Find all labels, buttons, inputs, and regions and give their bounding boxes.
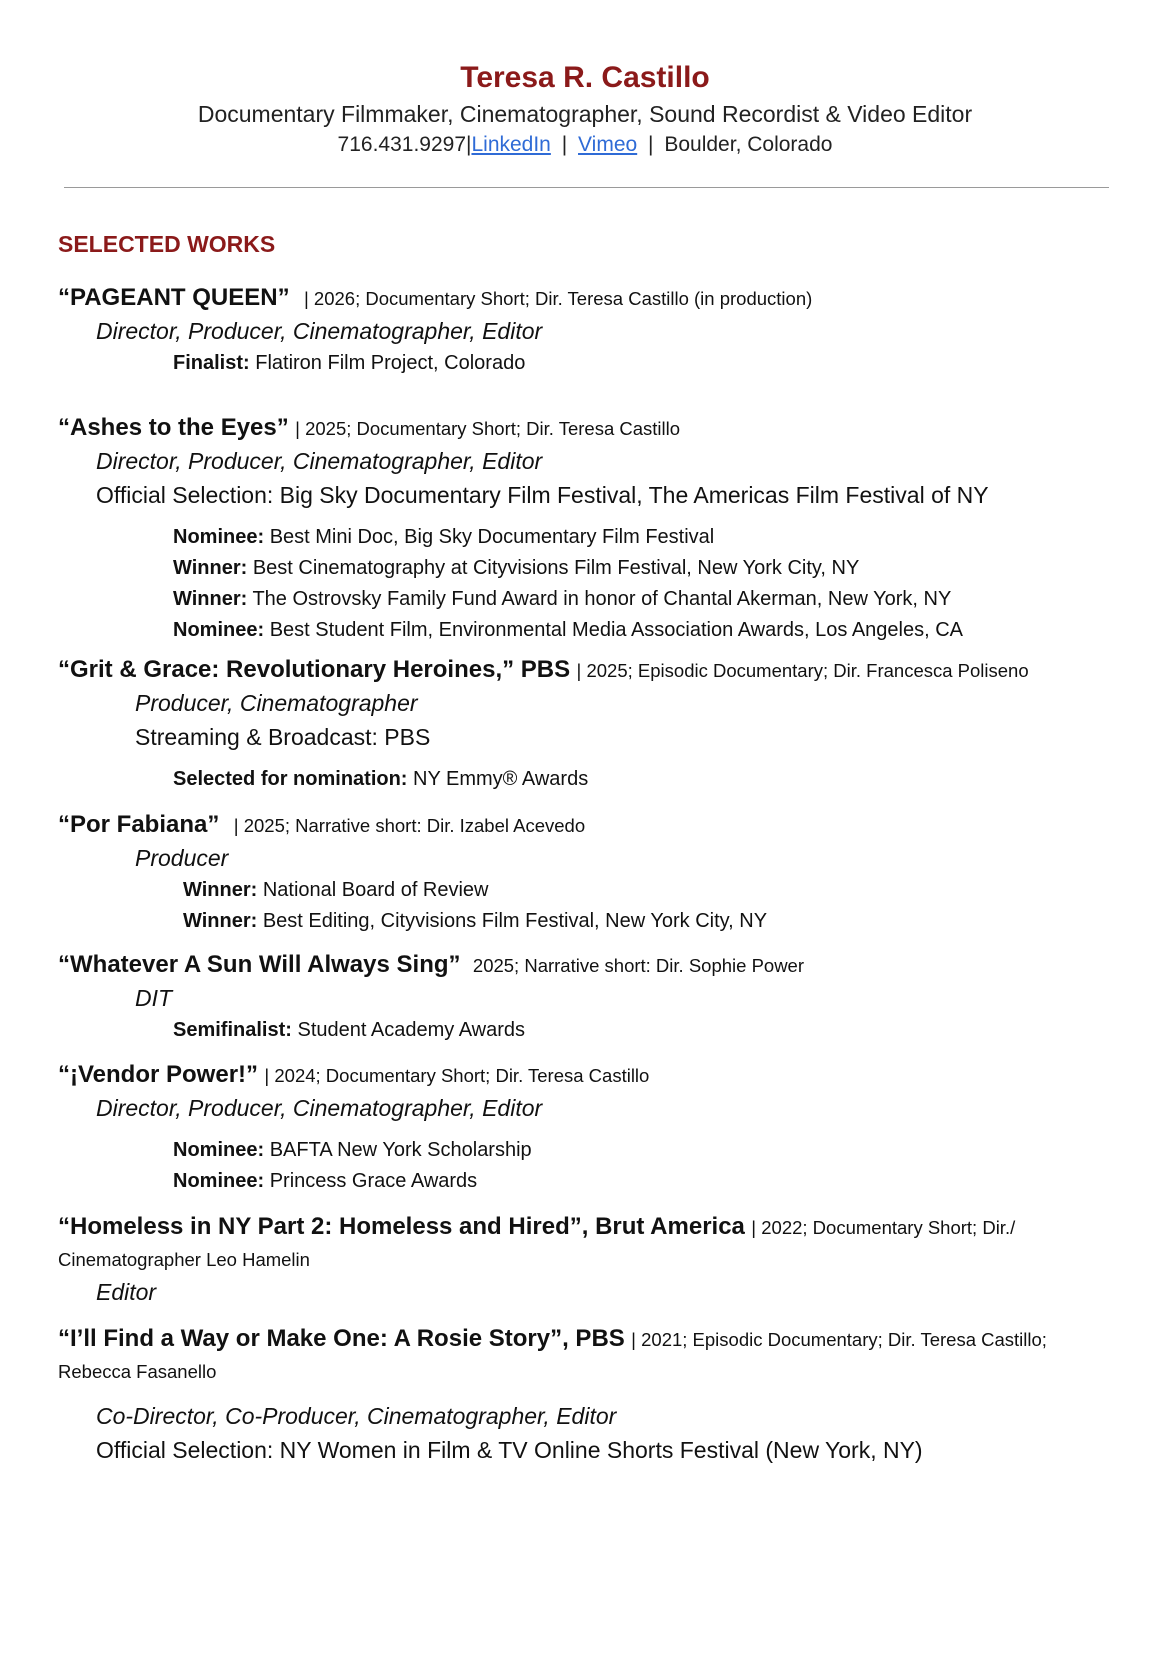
work-role: Editor bbox=[96, 1279, 157, 1305]
award-text: National Board of Review bbox=[262, 879, 489, 901]
work-meta: 2025; Narrative short: Dir. Sophie Power bbox=[472, 955, 805, 976]
award-text: Student Academy Awards bbox=[297, 1019, 526, 1041]
work-title: “Ashes to the Eyes” bbox=[58, 414, 289, 441]
professional-title: Documentary Filmmaker, Cinematographer, Sound Recordist & Video Editor bbox=[197, 101, 973, 127]
award-label: Nominee: bbox=[173, 1170, 265, 1192]
work-entry bbox=[58, 1211, 1118, 1323]
work-title: “¡Vendor Power!” bbox=[58, 1061, 259, 1088]
award-line bbox=[58, 584, 1118, 615]
award-label: Nominee: bbox=[173, 526, 265, 548]
linkedin-link[interactable]: LinkedIn bbox=[471, 133, 551, 156]
award-label: Winner: bbox=[183, 910, 258, 932]
award-line bbox=[58, 348, 1118, 379]
work-role: Director, Producer, Cinematographer, Editor bbox=[96, 448, 543, 474]
award-line bbox=[58, 764, 1118, 795]
award-text: Best Mini Doc, Big Sky Documentary Film Festival bbox=[269, 526, 715, 548]
award-line bbox=[58, 875, 1118, 906]
section-heading: SELECTED WORKS bbox=[58, 231, 276, 257]
work-meta: | 2025; Documentary Short; Dir. Teresa Castillo bbox=[295, 418, 681, 439]
work-meta: | 2025; Episodic Documentary; Dir. Francesca Poliseno bbox=[576, 660, 1029, 681]
work-entry bbox=[58, 809, 1118, 949]
award-text: The Ostrovsky Family Fund Award in honor of Chantal Akerman, New York, NY bbox=[252, 588, 952, 610]
award-line bbox=[58, 1135, 1118, 1166]
work-role: Director, Producer, Cinematographer, Editor bbox=[96, 1095, 543, 1121]
person-name: Teresa R. Castillo bbox=[460, 61, 710, 94]
location: Boulder, Colorado bbox=[664, 133, 833, 156]
contact-separator: | bbox=[648, 133, 654, 156]
work-title-line bbox=[58, 1059, 1118, 1091]
work-selection: Streaming & Broadcast: PBS bbox=[135, 724, 431, 750]
work-title-line bbox=[58, 1323, 1118, 1387]
work-title: “I’ll Find a Way or Make One: A Rosie Story”, PBS bbox=[58, 1325, 625, 1352]
contact-separator: | bbox=[561, 133, 568, 156]
work-selection: Official Selection: NY Women in Film & TV Online Shorts Festival (New York, NY) bbox=[96, 1437, 923, 1463]
work-meta: | 2022; Documentary Short; Dir./ Cinematographer Leo Hamelin bbox=[58, 1217, 1016, 1270]
work-title-line bbox=[58, 654, 1118, 686]
work-entry bbox=[58, 1059, 1118, 1211]
work-meta: | 2021; Episodic Documentary; Dir. Teresa Castillo; Rebecca Fasanello bbox=[58, 1329, 1047, 1382]
contact-separator: | bbox=[466, 133, 472, 156]
award-label: Nominee: bbox=[173, 619, 265, 641]
work-title-line bbox=[58, 809, 1118, 841]
work-title: “PAGEANT QUEEN” bbox=[58, 284, 290, 311]
award-text: Best Cinematography at Cityvisions Film Festival, New York City, NY bbox=[252, 557, 860, 579]
contact-line bbox=[0, 130, 1170, 160]
work-selection: Official Selection: Big Sky Documentary Film Festival, The Americas Film Festival of NY bbox=[96, 482, 989, 508]
award-text: Best Student Film, Environmental Media Association Awards, Los Angeles, CA bbox=[269, 619, 964, 641]
award-label: Selected for nomination: bbox=[173, 768, 408, 790]
work-entry bbox=[58, 282, 1118, 412]
award-text: BAFTA New York Scholarship bbox=[269, 1139, 532, 1161]
award-text: Princess Grace Awards bbox=[269, 1170, 478, 1192]
work-title: “Whatever A Sun Will Always Sing” bbox=[58, 951, 461, 978]
work-title: “Por Fabiana” bbox=[58, 811, 220, 838]
award-line bbox=[58, 522, 1118, 553]
header-divider bbox=[64, 187, 1109, 188]
award-line bbox=[58, 553, 1118, 584]
award-label: Nominee: bbox=[173, 1139, 265, 1161]
work-entry bbox=[58, 949, 1118, 1059]
award-line bbox=[58, 1015, 1118, 1046]
work-meta: | 2026; Documentary Short; Dir. Teresa Castillo (in production) bbox=[303, 288, 813, 309]
resume-header bbox=[0, 58, 1170, 160]
work-meta: | 2025; Narrative short: Dir. Izabel Acevedo bbox=[233, 815, 586, 836]
award-label: Semifinalist: bbox=[173, 1019, 292, 1041]
work-role: Co-Director, Co-Producer, Cinematographer, Editor bbox=[96, 1403, 617, 1429]
vimeo-link[interactable]: Vimeo bbox=[578, 133, 638, 156]
work-role: Director, Producer, Cinematographer, Editor bbox=[96, 318, 543, 344]
work-title-line bbox=[58, 412, 1118, 444]
award-label: Winner: bbox=[173, 557, 248, 579]
award-line bbox=[58, 906, 1118, 937]
award-label: Winner: bbox=[173, 588, 248, 610]
work-role: Producer bbox=[135, 845, 229, 871]
phone-number: 716.431.9297 bbox=[337, 133, 466, 156]
work-title-line bbox=[58, 282, 1118, 314]
award-text: Best Editing, Cityvisions Film Festival, New York City, NY bbox=[262, 910, 768, 932]
work-title: “Homeless in NY Part 2: Homeless and Hired”, Brut America bbox=[58, 1213, 745, 1240]
work-meta: | 2024; Documentary Short; Dir. Teresa Castillo bbox=[264, 1065, 650, 1086]
award-label: Finalist: bbox=[173, 352, 250, 374]
award-line bbox=[58, 1166, 1118, 1197]
award-label: Winner: bbox=[183, 879, 258, 901]
award-line bbox=[58, 615, 1118, 646]
works-list bbox=[58, 282, 1118, 1467]
award-text: NY Emmy® Awards bbox=[413, 768, 589, 790]
work-entry bbox=[58, 654, 1118, 809]
award-text: Flatiron Film Project, Colorado bbox=[255, 352, 526, 374]
work-title-line bbox=[58, 1211, 1118, 1275]
work-title: “Grit & Grace: Revolutionary Heroines,” PBS bbox=[58, 656, 571, 683]
work-role: DIT bbox=[135, 985, 173, 1011]
work-title-line bbox=[58, 949, 1118, 981]
work-entry bbox=[58, 412, 1118, 654]
work-role: Producer, Cinematographer bbox=[135, 690, 418, 716]
work-entry bbox=[58, 1323, 1118, 1467]
